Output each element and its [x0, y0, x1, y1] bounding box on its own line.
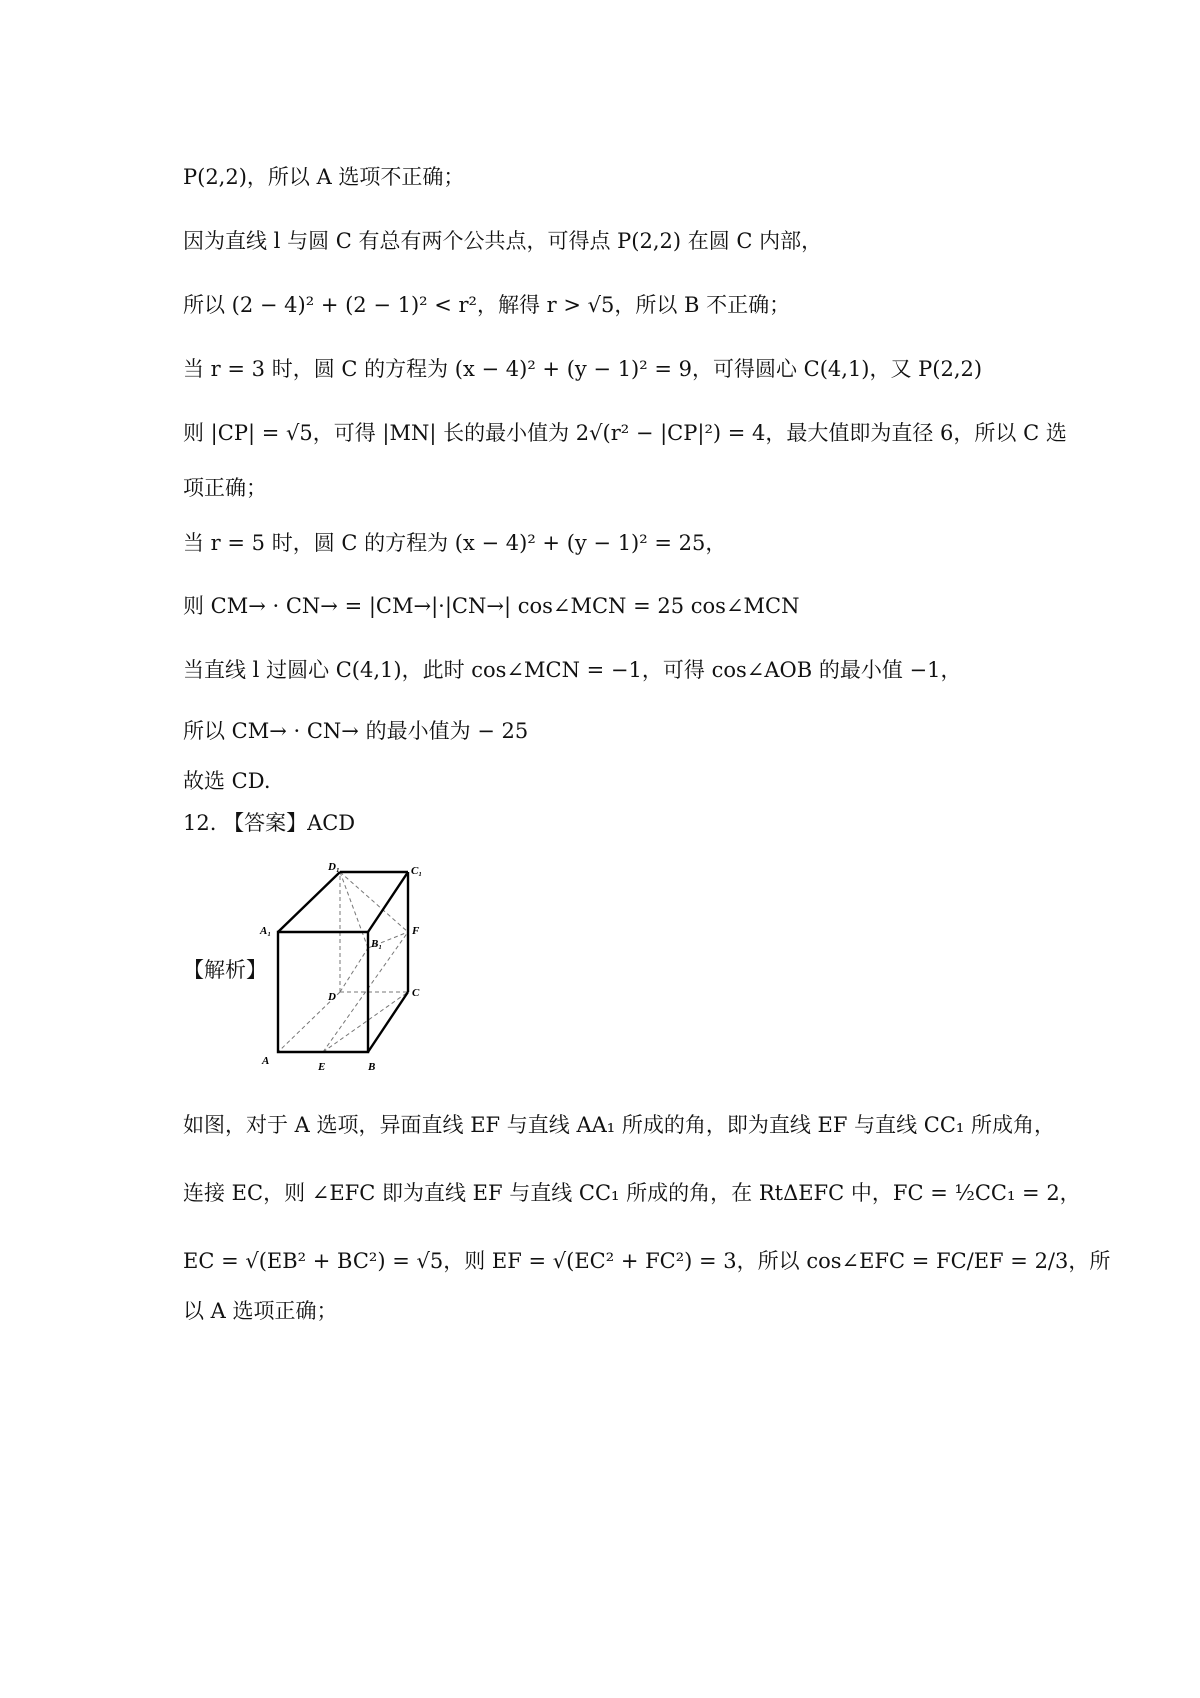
text-line-1: P(2,2)，所以 A 选项不正确；	[183, 165, 465, 189]
label-b1: B₁	[371, 938, 383, 950]
text-line-10: 所以 CM→ · CN→ 的最小值为 − 25	[183, 719, 529, 743]
label-a1: A₁	[260, 925, 272, 937]
cuboid-figure	[260, 861, 438, 1077]
label-c: C	[412, 987, 420, 999]
text-line-15: EC = √(EB² + BC²) = √5，则 EF = √(EC² + FC²) = 3，所以 cos∠EFC = FC/EF = 2/3，所	[183, 1249, 1111, 1273]
text-line-9: 当直线 l 过圆心 C(4,1)，此时 cos∠MCN = −1，可得 cos∠AOB 的最小值 −1，	[183, 658, 962, 682]
text-line-7: 当 r = 5 时，圆 C 的方程为 (x − 4)² + (y − 1)² = 25，	[183, 531, 727, 555]
text-line-3: 所以 (2 − 4)² + (2 − 1)² < r²，解得 r > √5，所以 B 不正确；	[183, 293, 791, 317]
label-d1: D₁	[328, 861, 340, 873]
text-line-6: 项正确；	[183, 476, 267, 500]
text-line-16: 以 A 选项正确；	[183, 1299, 338, 1323]
label-e: E	[318, 1061, 326, 1073]
analysis-label: 【解析】	[183, 958, 267, 982]
answer-heading: 12. 【答案】ACD	[183, 811, 356, 835]
label-f: F	[412, 925, 420, 937]
text-line-4: 当 r = 3 时，圆 C 的方程为 (x − 4)² + (y − 1)² = 9，可得圆心 C(4,1)，又 P(2,2)	[183, 357, 983, 381]
label-a: A	[262, 1055, 270, 1067]
text-line-8: 则 CM→ · CN→ = |CM→|·|CN→| cos∠MCN = 25 cos∠MCN	[183, 594, 800, 618]
label-c1: C₁	[411, 865, 423, 877]
text-line-5: 则 |CP| = √5，可得 |MN| 长的最小值为 2√(r² − |CP|²) = 4，最大值即为直径 6，所以 C 选	[183, 421, 1067, 445]
label-d: D	[328, 991, 336, 1003]
edge-d1b1	[340, 872, 368, 948]
edge-a1d1	[278, 872, 340, 932]
text-line-2: 因为直线 l 与圆 C 有总有两个公共点，可得点 P(2,2) 在圆 C 内部，	[183, 229, 823, 253]
label-b: B	[368, 1061, 376, 1073]
edge-bc	[368, 992, 408, 1052]
text-line-14: 连接 EC，则 ∠EFC 即为直线 EF 与直线 CC₁ 所成的角，在 RtΔEFC 中，FC = ½CC₁ = 2，	[183, 1181, 1081, 1205]
text-line-11: 故选 CD.	[183, 769, 271, 793]
text-line-13: 如图，对于 A 选项，异面直线 EF 与直线 AA₁ 所成的角，即为直线 EF 与直线 CC₁ 所成角，	[183, 1113, 1056, 1137]
edge-db1	[340, 948, 368, 992]
